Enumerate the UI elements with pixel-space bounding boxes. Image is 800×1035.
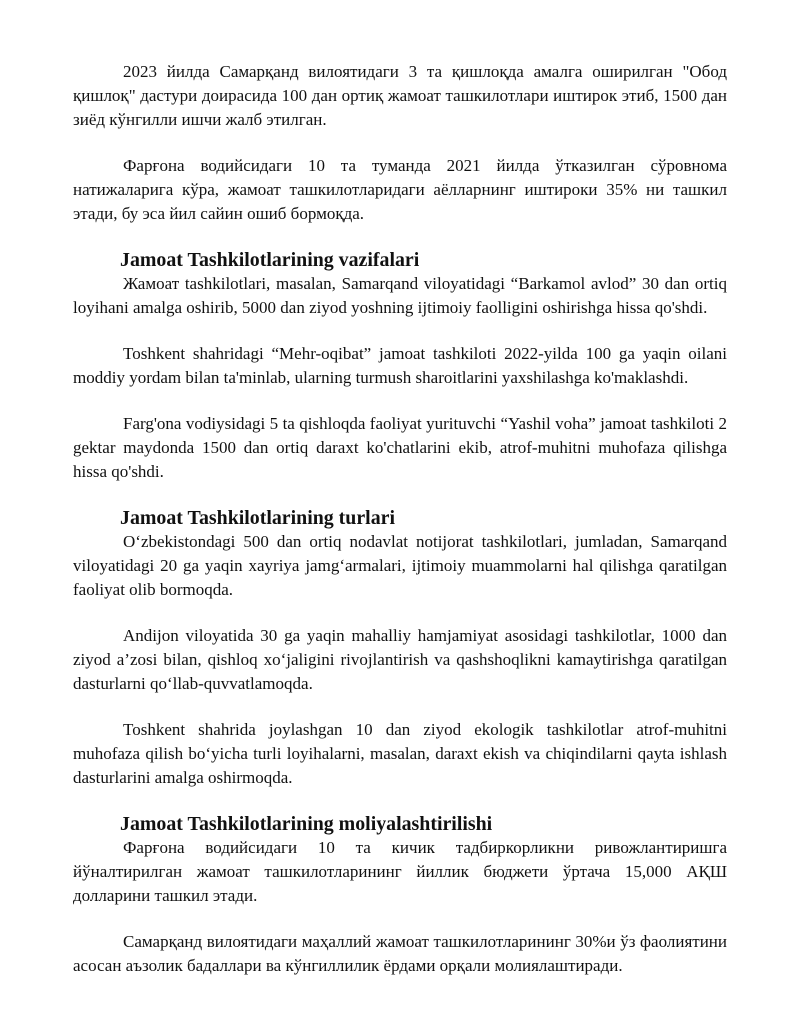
paragraph-mehr-oqibat: Toshkent shahridagi “Mehr-oqibat” jamoat tashkiloti 2022-yilda 100 ga yaqin oilani moddiy yordam bilan ta'minlab, ularning turmush sharoitlarini yaxshilashga ko'maklashdi. [73,344,727,387]
paragraph-survey-results: Фарғона водийсидаги 10 та туманда 2021 йилда ўтказилган сўровнома натижаларига кўра, жамоат ташкилотларидаги аёлларнинг иштироки 35% ни ташкил этади, бу эса йил сайин ошиб бормоқда. [73,156,727,223]
paragraph-andijon-hamjamiyat: Andijon viloyatida 30 ga yaqin mahalliy hamjamiyat asosidagi tashkilotlar, 1000 dan ziyod a’zosi bilan, qishloq xo‘jaligini rivojlantirish va qashshoqlikni kamaytirishga qaratilgan dasturlarni qo‘llab-quvvatlamoqda. [73,626,727,693]
paragraph-membership-fees: Самарқанд вилоятидаги маҳаллий жамоат ташкилотларининг 30%и ўз фаолиятини асосан аъзолик бадаллари ва кўнгиллилик ёрдами орқали молиялаштиради. [73,932,727,975]
document-body [73,60,727,1000]
paragraph-barkamol-avlod: Жамоат tashkilotlari, masalan, Samarqand viloyatidagi “Barkamol avlod” 30 dan ortiq loyihani amalga oshirib, 5000 dan ziyod yoshning ijtimoiy faolligini oshirishga hissa qo'shdi. [73,274,727,317]
section-heading-turlari: Jamoat Tashkilotlarining turlari [120,507,395,529]
paragraph-nodavlat-tashkilotlar: O‘zbekistondagi 500 dan ortiq nodavlat notijorat tashkilotlari, jumladan, Samarqand viloyatidagi 20 ga yaqin xayriya jamg‘armalari, ijtimoiy muammolarni hal qilishga qaratilgan faoliyat olib bormoqda. [73,532,727,599]
paragraph-ekologik-tashkilotlar: Toshkent shahrida joylashgan 10 dan ziyod ekologik tashkilotlar atrof-muhitni muhofaza qilish bo‘yicha turli loyihalarni, masalan, daraxt ekish va chiqindilarni qayta ishlash dasturlarini amalga oshirmoqda. [73,720,727,787]
paragraph-obod-qishloq: 2023 йилда Самарқанд вилоятидаги 3 та қишлоқда амалга оширилган "Обод қишлоқ" дастури доирасида 100 дан ортиқ жамоат ташкилотлари иштирок этиб, 1500 дан зиёд кўнгилли ишчи жалб этилган. [73,62,727,129]
section-heading-moliyalashtirilishi: Jamoat Tashkilotlarining moliyalashtirilishi [120,813,493,835]
paragraph-yashil-voha: Farg'ona vodiysidagi 5 ta qishloqda faoliyat yurituvchi “Yashil voha” jamoat tashkiloti 2 gektar maydonda 1500 dan ortiq daraxt ko'chatlarini ekib, atrof-muhitni muhofaza qilishga hissa qo'shdi. [73,414,727,481]
section-heading-vazifalari: Jamoat Tashkilotlarining vazifalari [120,249,420,271]
paragraph-budget: Фарғона водийсидаги 10 та кичик тадбиркорликни ривожлантиришга йўналтирилган жамоат ташкилотларининг йиллик бюджети ўртача 15,000 АҚШ долларини ташкил этади. [73,838,727,905]
